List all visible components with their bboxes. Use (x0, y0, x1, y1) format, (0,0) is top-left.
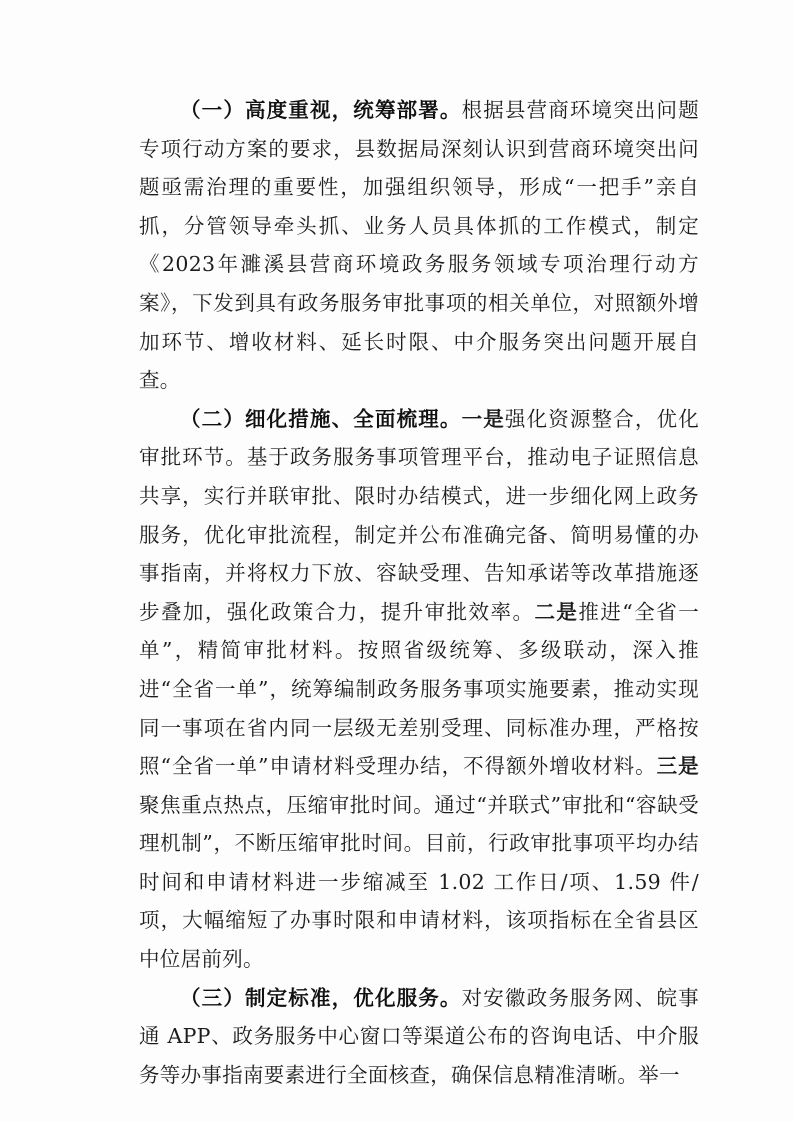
paragraph-1 (139, 91, 699, 400)
point-lead-3: 三是 (656, 754, 699, 779)
paragraph-3 (139, 979, 699, 1095)
section-heading-3: （三）制定标准，优化服务。 (180, 985, 462, 1010)
section-heading-2: （二）细化措施、全面梳理。 (180, 406, 462, 431)
point-lead-1: 一是 (461, 406, 505, 431)
point-text-2: 推进“全省一单”，精简审批材料。按照省级统筹、多级联动，深入推进“全省一单”，统筹编制政务服务事项实施要素，推动实现同一事项在省内同一层级无差别受理、同标准办理，严格按照“全省一单”申请材料受理办结，不得额外增收材料。 (139, 599, 699, 779)
point-text-3: 聚焦重点热点，压缩审批时间。通过“并联式”审批和“容缺受理机制”，不断压缩审批时间。目前，行政审批事项平均办结时间和申请材料进一步缩减至 1.02 工作日/项、1.59 件/项，大幅缩短了办事时限和申请材料，该项指标在全省县区中位居前列。 (139, 792, 699, 972)
point-text-1: 强化资源整合，优化审批环节。基于政务服务事项管理平台，推动电子证照信息共享，实行并联审批、限时办结模式，进一步细化网上政务服务，优化审批流程，制定并公布准确完备、简明易懂的办事指南，并将权力下放、容缺受理、告知承诺等改革措施逐步叠加，强化政策合力，提升审批效率。 (139, 406, 700, 624)
paragraph-3-text: 对安徽政务服务网、皖事通 APP、政务服务中心窗口等渠道公布的咨询电话、中介服务等办事指南要素进行全面核查，确保信息精准清晰。举一 (139, 985, 699, 1087)
paragraph-2 (139, 400, 699, 979)
point-lead-2: 二是 (534, 599, 579, 624)
document-body (139, 91, 699, 1094)
paragraph-1-text: 根据县营商环境突出问题专项行动方案的要求，县数据局深刻认识到营商环境突出问题亟需治理的重要性，加强组织领导，形成“一把手”亲自抓，分管领导牵头抓、业务人员具体抓的工作模式，制定《2023年濉溪县营商环境政务服务领域专项治理行动方案》，下发到具有政务服务审批事项的相关单位，对照额外增加环节、增收材料、延长时限、中介服务突出问题开展自查。 (139, 98, 699, 393)
section-heading-1: （一）高度重视，统筹部署。 (180, 98, 462, 122)
